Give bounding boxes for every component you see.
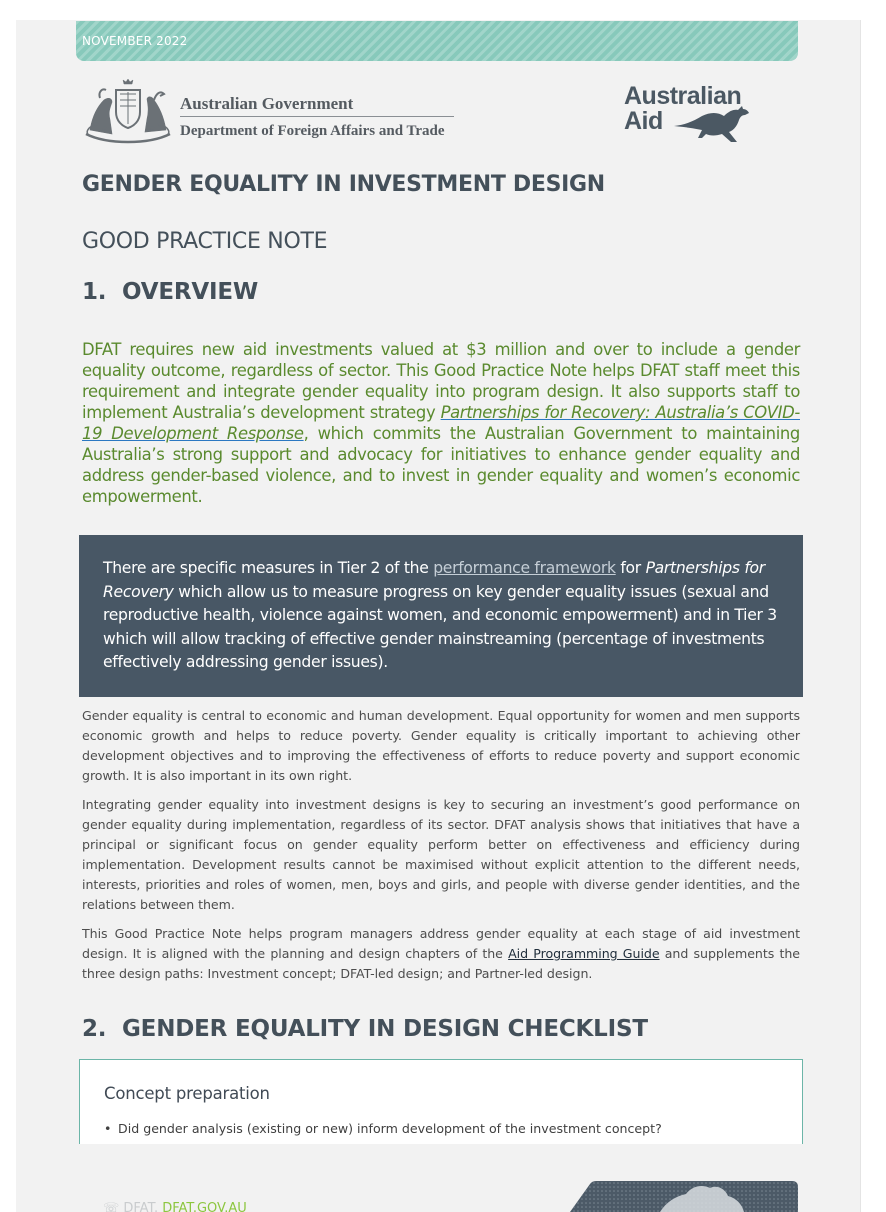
publication-date: NOVEMBER 2022 [82,34,188,48]
date-banner [76,21,798,61]
callout-text-3: which allow us to measure progress on key gender equality issues (sexual and reproductive health, violence against women, and economic empowerment) and in Tier 3 which will allow tracking of effective gender mainstreaming (percentage of investments effectively addressing gender issues). [103,582,777,672]
section-title: OVERVIEW [122,279,258,305]
callout-text-2: for [615,559,646,577]
footer-link-text: DFAT.GOV.AU [162,1201,247,1212]
performance-callout-box [79,535,803,697]
government-divider [180,116,454,117]
body-paragraph-3 [82,924,800,984]
overview-lead-paragraph [82,339,800,507]
section-heading-overview [82,279,258,305]
kangaroo-icon [670,104,760,144]
checklist-heading: Concept preparation [104,1084,270,1103]
section-title: GENDER EQUALITY IN DESIGN CHECKLIST [122,1016,648,1042]
footer-website-link[interactable] [103,1201,247,1212]
performance-framework-link[interactable]: performance framework [433,559,616,577]
section-heading-checklist [82,1016,648,1042]
p3-text-after: and supplements the three design paths: Investment concept; DFAT-led design; and Partner-led design. [82,946,800,981]
page-subtitle: GOOD PRACTICE NOTE [82,229,328,254]
body-paragraph-2: Integrating gender equality into investment designs is key to securing an investment’s good performance on gender equality during implementation, regardless of its sector. DFAT analysis shows that initiatives that have a principal or significant focus on gender equality perform better on effectiveness and efficiency during implementation. Development results cannot be maximised without explicit attention to the different needs, interests, priorities and roles of women, men, boys and girls, and people with diverse gender identities, and the relations between them. [82,797,800,912]
page-title: GENDER EQUALITY IN INVESTMENT DESIGN [82,172,605,197]
partnerships-for-recovery-link[interactable]: Partnerships for Recovery: Australia’s COVID-19 Development Response [82,403,800,443]
checklist-item [104,1121,662,1136]
lead-text-after: , which commits the Australian Government to maintaining Australia’s strong support and advocacy for initiatives to enhance gender equality and address gender-based violence, and to invest in gender equality and women’s economic empowerment. [82,424,800,506]
aid-logo-line2: Aid [624,107,663,135]
australian-aid-logo [624,82,764,146]
callout-text-1: There are specific measures in Tier 2 of the [103,559,434,577]
australia-map-icon [540,1181,798,1212]
aid-programming-guide-link[interactable]: Aid Programming Guide [508,946,660,961]
coat-of-arms-icon [82,78,174,144]
aid-logo-line1: Australian [624,82,742,110]
section-number: 2. [82,1016,107,1042]
section-number: 1. [82,279,107,305]
footer-link-faint: ☏ DFAT. [103,1201,159,1212]
lead-text-before: DFAT requires new aid investments valued at $3 million and over to include a gender equality outcome, regardless of sector. This Good Practice Note helps DFAT staff meet this requirement and integrate gender equality into program design. It also supports staff to implement Australia’s development strategy [82,340,800,422]
body-paragraph-1: Gender equality is central to economic and human development. Equal opportunity for women and men supports economic growth and helps to reduce poverty. Gender equality is critically important to achieving other development objectives and to improving the effectiveness of efforts to reduce poverty and support economic growth. It is also important in its own right. [82,708,800,783]
department-name: Department of Foreign Affairs and Trade [180,123,445,139]
bullet: • [104,1121,112,1136]
callout-italic: Partnerships for Recovery [103,559,765,601]
p3-text-before: This Good Practice Note helps program managers address gender equality at each stage of aid investment design. It is aligned with the planning and design chapters of the [82,926,800,961]
callout-text [103,557,783,675]
page-edge [860,20,861,1212]
checklist-item-text: Did gender analysis (existing or new) inform development of the investment concept? [118,1121,662,1136]
government-name: Australian Government [180,94,354,113]
checklist-box [79,1059,803,1144]
